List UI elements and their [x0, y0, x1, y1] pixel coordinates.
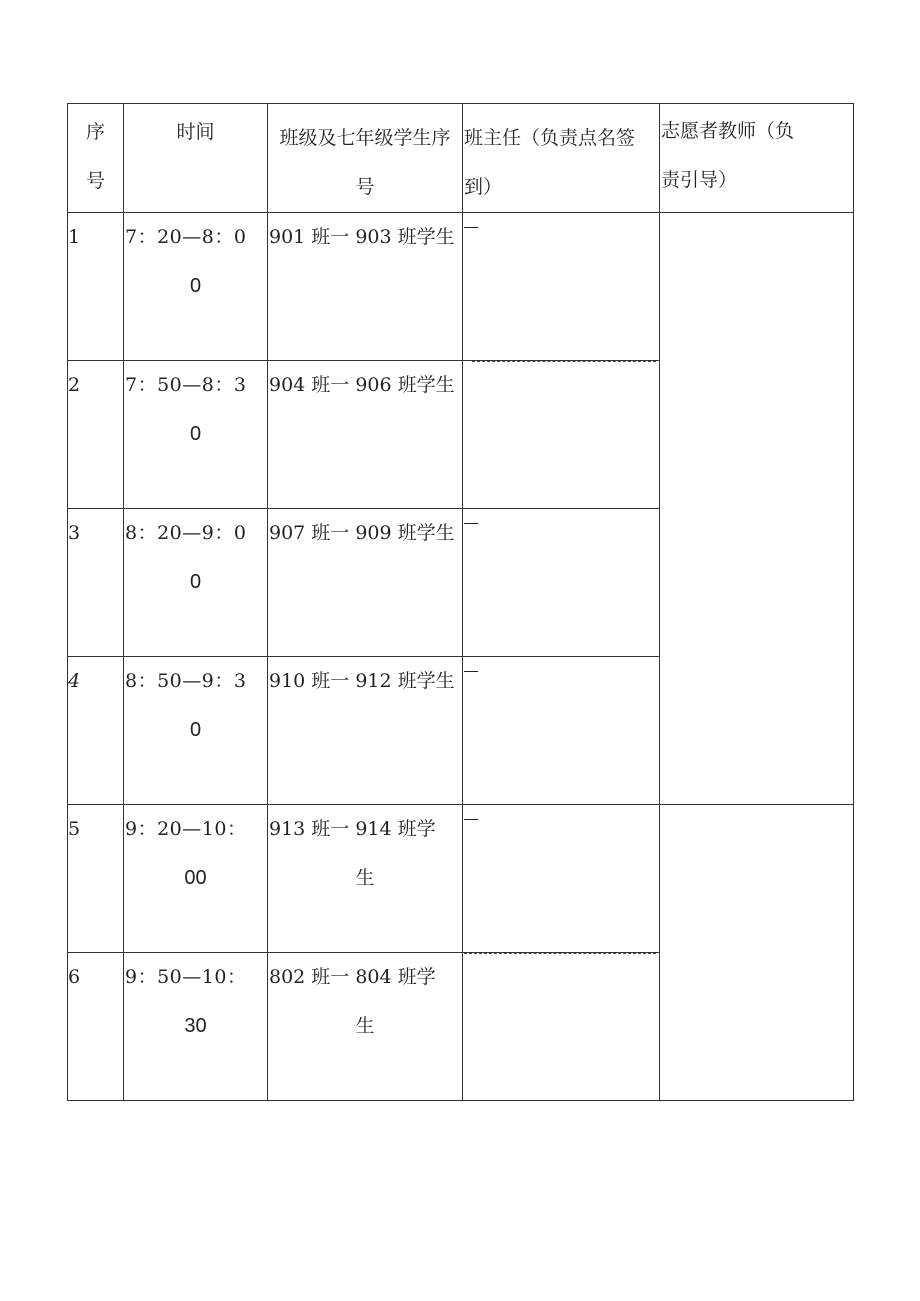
row-seq [68, 509, 124, 657]
row-class [268, 657, 463, 805]
row-time-line1: 8：50—9：3 [125, 670, 247, 692]
row-class [268, 361, 463, 509]
header-teacher-line1: 班主任（负责点名签 [464, 127, 636, 149]
schedule-table [67, 103, 854, 1101]
signature-line [464, 227, 478, 228]
row-seq-value: 3 [68, 522, 81, 544]
signature-dashed-line [472, 361, 656, 362]
header-class-line1: 班级及七年级学生序 [279, 127, 451, 149]
row-time [124, 509, 268, 657]
row-time-line1: 9：20—10： [125, 818, 247, 840]
row-seq [68, 361, 124, 509]
signature-line [464, 523, 478, 524]
row-time-line2: 00 [184, 867, 207, 889]
table-row [68, 805, 854, 953]
row-time-line2: 0 [189, 275, 202, 297]
row-class-line1: 913 班一 914 班学 [269, 818, 436, 840]
row-class-line2: 生 [355, 1015, 375, 1037]
row-teacher-sign [463, 213, 660, 361]
row-time-line1: 7：50—8：3 [125, 374, 247, 396]
header-volunteer-line1: 志愿者教师（负 [661, 120, 795, 142]
row-seq [68, 953, 124, 1101]
row-class-line2: 生 [355, 867, 375, 889]
header-volunteer [660, 104, 854, 213]
volunteer-cell-group-1 [660, 213, 854, 805]
row-seq [68, 805, 124, 953]
header-class [268, 104, 463, 213]
header-seq [68, 104, 124, 213]
signature-line [464, 819, 478, 820]
row-teacher-sign [463, 657, 660, 805]
row-time [124, 213, 268, 361]
header-time [124, 104, 268, 213]
header-teacher-line2: 到） [464, 176, 503, 198]
signature-dashed-line [464, 953, 656, 954]
row-time-line2: 0 [189, 719, 202, 741]
row-time-line2: 0 [189, 423, 202, 445]
row-seq [68, 657, 124, 805]
volunteer-cell-group-2 [660, 805, 854, 1101]
header-seq-line2: 号 [85, 170, 105, 192]
row-class-line1: 802 班一 804 班学 [269, 966, 436, 988]
row-time-line1: 9：50—10： [125, 966, 247, 988]
header-time-label: 时间 [176, 121, 215, 143]
row-seq-value: 2 [68, 374, 81, 396]
row-seq-value: 4 [68, 670, 81, 692]
row-class [268, 953, 463, 1101]
row-time [124, 361, 268, 509]
header-row [68, 104, 854, 213]
header-seq-line1: 序 [85, 121, 105, 143]
row-seq-value: 5 [68, 818, 81, 840]
row-time-line2: 30 [184, 1015, 207, 1037]
row-class-line1: 901 班一 903 班学生 [269, 226, 455, 248]
header-teacher [463, 104, 660, 213]
row-teacher-sign [463, 805, 660, 953]
row-time [124, 953, 268, 1101]
row-time-line1: 7：20—8：0 [125, 226, 247, 248]
row-time-line1: 8：20—9：0 [125, 522, 247, 544]
row-class [268, 509, 463, 657]
row-teacher-sign [463, 361, 660, 509]
row-seq-value: 6 [68, 966, 81, 988]
row-class-line1: 907 班一 909 班学生 [269, 522, 455, 544]
row-teacher-sign [463, 953, 660, 1101]
row-time-line2: 0 [189, 571, 202, 593]
row-class [268, 805, 463, 953]
row-class [268, 213, 463, 361]
row-time [124, 805, 268, 953]
row-class-line1: 910 班一 912 班学生 [269, 670, 455, 692]
row-seq-value: 1 [68, 226, 81, 248]
row-time [124, 657, 268, 805]
header-class-line2: 号 [355, 176, 375, 198]
row-class-line1: 904 班一 906 班学生 [269, 374, 455, 396]
row-seq [68, 213, 124, 361]
row-teacher-sign [463, 509, 660, 657]
header-volunteer-line2: 责引导） [661, 169, 738, 191]
table-row [68, 213, 854, 361]
signature-line [464, 671, 478, 672]
